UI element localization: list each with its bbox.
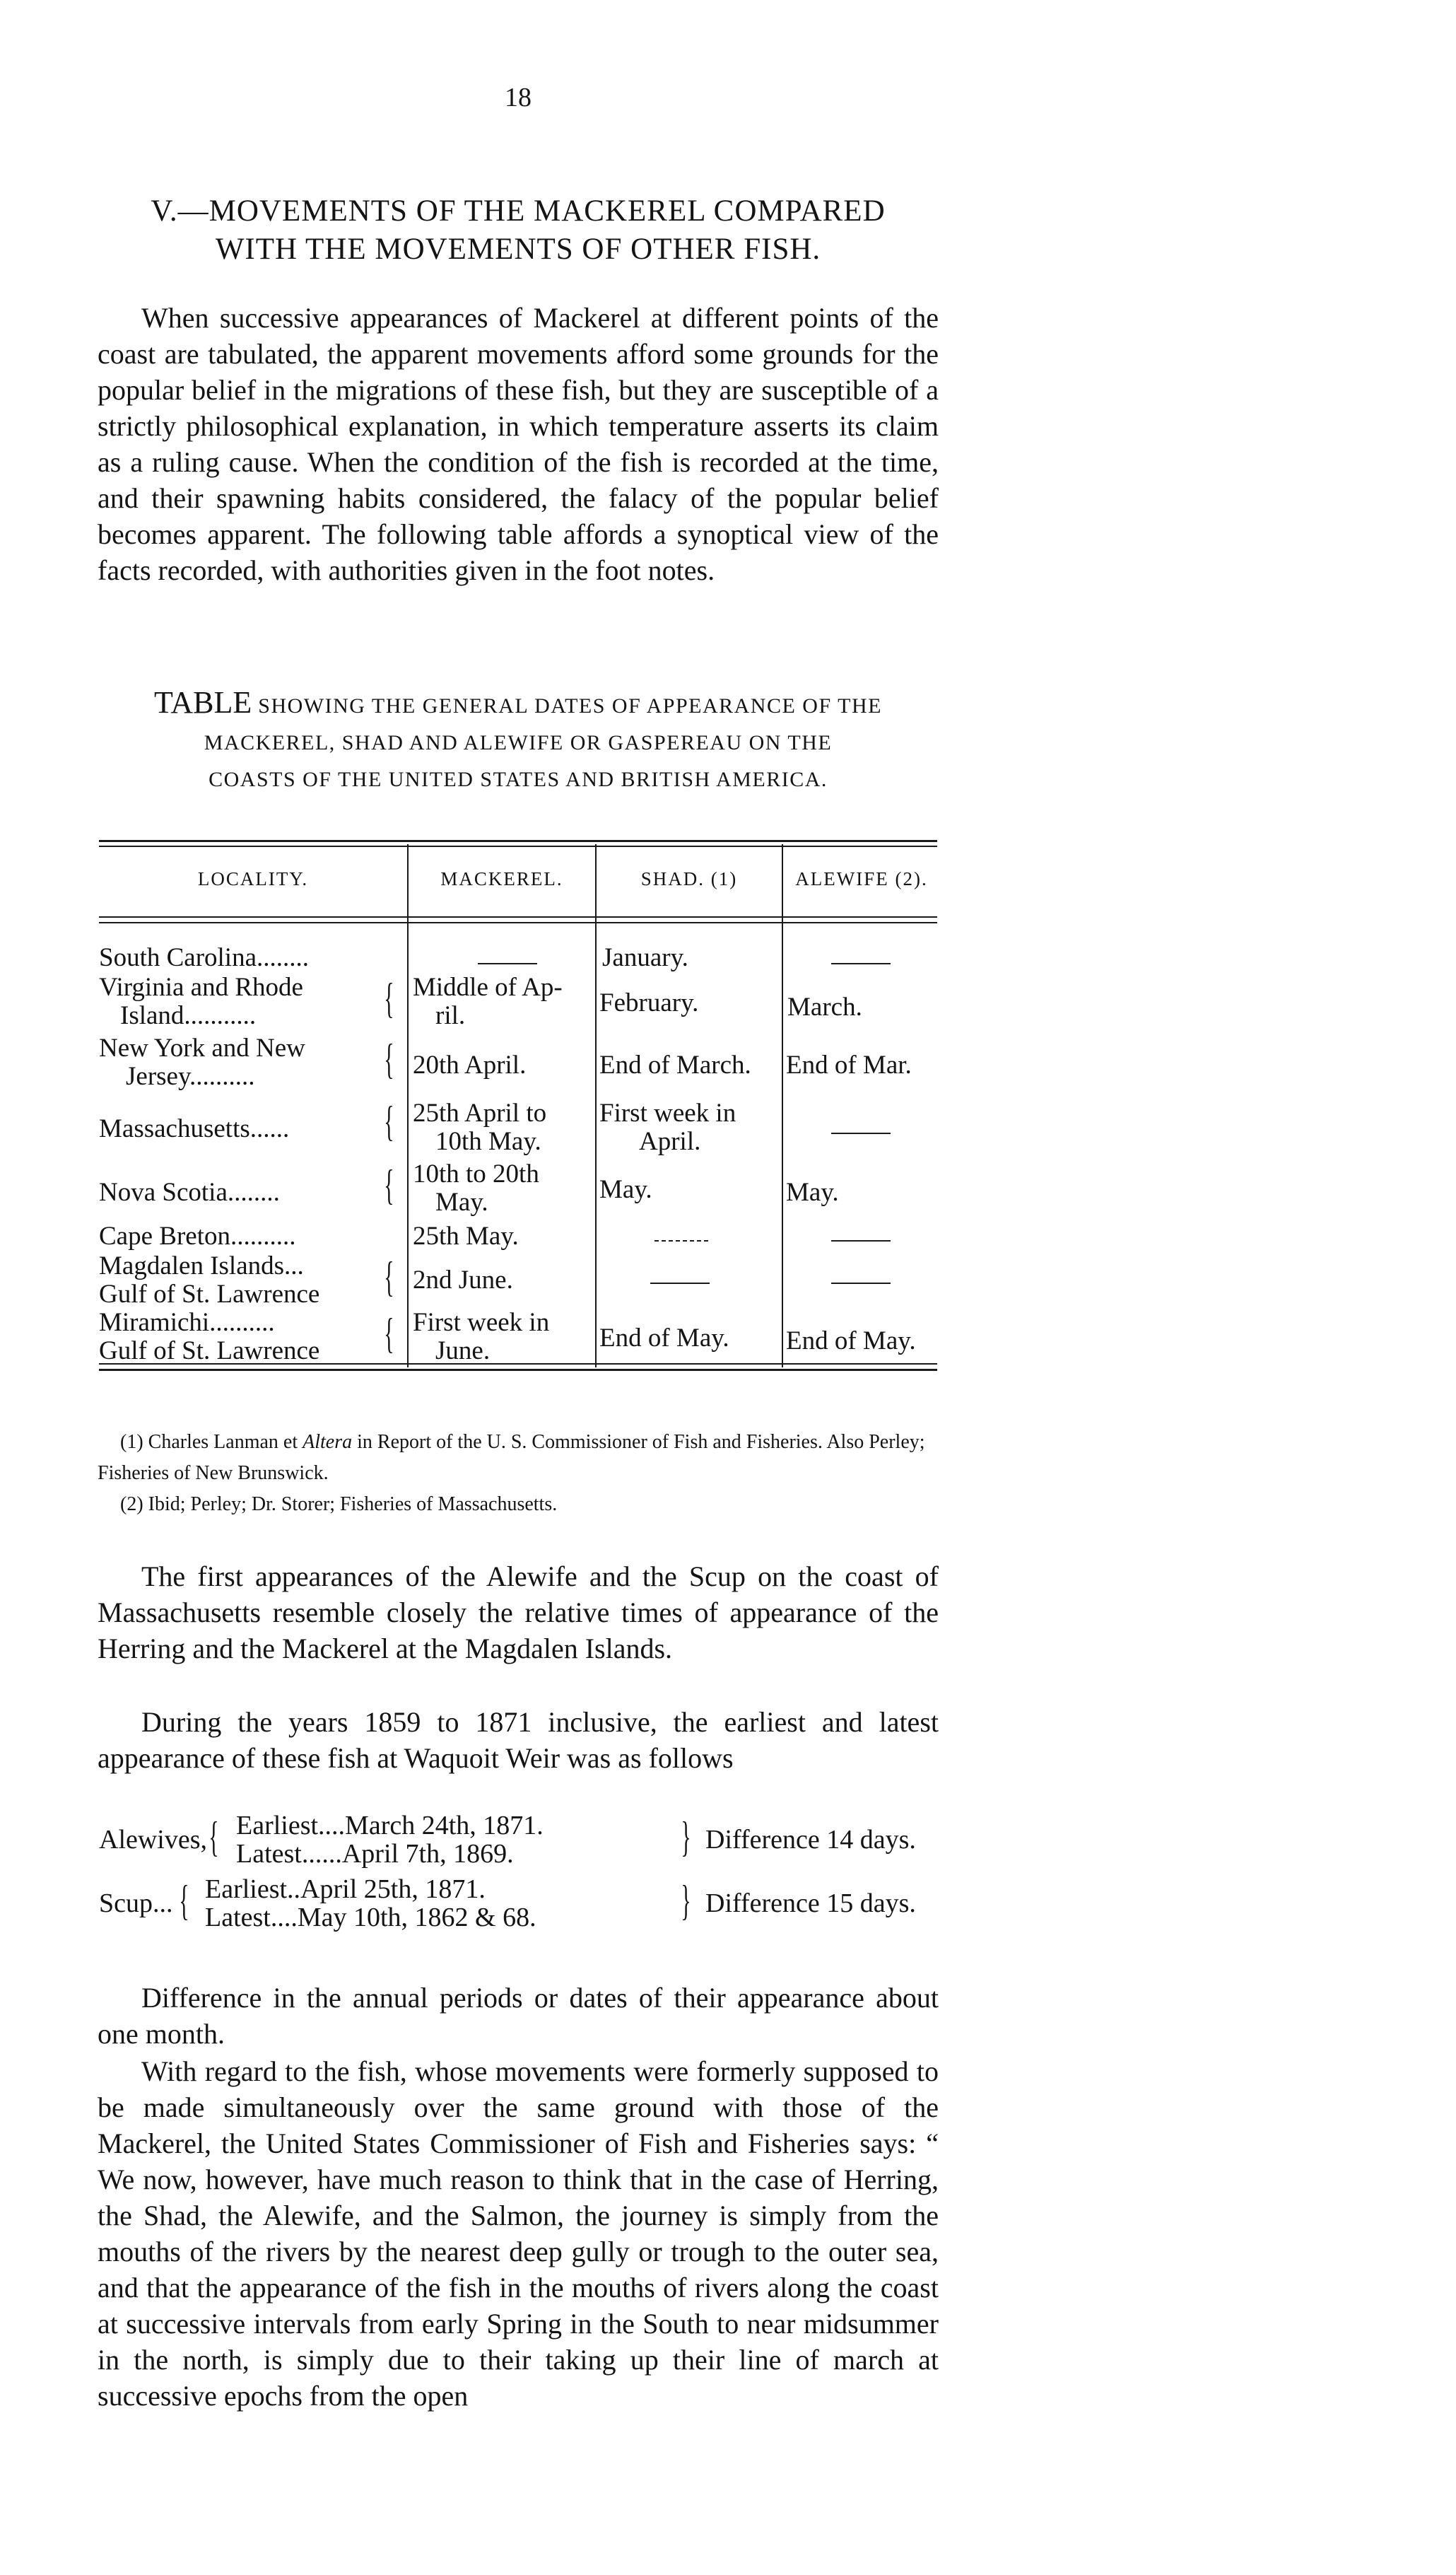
row-nova-scotia-mackerel-1: 10th to 20th xyxy=(413,1160,539,1189)
header-alewife: ALEWIFE (2). xyxy=(795,868,928,889)
body-paragraph-5-block xyxy=(98,2053,939,2414)
footnotes xyxy=(98,1427,939,1520)
footnote-1-italic: Altera xyxy=(303,1431,353,1453)
header-locality: LOCALITY. xyxy=(197,868,309,889)
row-massachusetts-shad-2: April. xyxy=(639,1127,701,1156)
table-caption-line-3: COASTS OF THE UNITED STATES AND BRITISH AMERICA. xyxy=(209,768,828,791)
table-caption-line-2: MACKEREL, SHAD AND ALEWIFE OR GASPEREAU ON THE xyxy=(204,731,833,754)
row-nova-scotia-shad: May. xyxy=(599,1175,652,1204)
row-nova-scotia-brace: { xyxy=(384,1162,394,1208)
body-paragraph-2-block xyxy=(98,1558,939,1666)
row-magdalen-mackerel: 2nd June. xyxy=(413,1266,513,1295)
row-virginia-shad: February. xyxy=(599,988,699,1017)
row-new-york-mackerel: 20th April. xyxy=(413,1051,527,1080)
row-new-york-locality-2: Jersey.......... xyxy=(126,1062,255,1091)
row-virginia-mackerel-2: ril. xyxy=(435,1001,466,1030)
footnote-1-part-a: (1) Charles Lanman et xyxy=(120,1431,298,1453)
row-virginia-mackerel-1: Middle of Ap- xyxy=(413,973,563,1002)
table-header-rule xyxy=(99,916,937,918)
scup-difference: Difference 15 days. xyxy=(705,1888,916,1918)
table-caption-word: TABLE xyxy=(154,685,252,720)
row-south-carolina-mackerel-dash xyxy=(478,963,537,964)
table-caption xyxy=(98,684,939,798)
table-header-rule-inner xyxy=(99,922,937,923)
row-miramichi-brace: { xyxy=(384,1310,394,1357)
row-magdalen-shad-dash xyxy=(650,1283,710,1284)
header-shad: SHAD. (1) xyxy=(640,868,738,889)
row-cape-breton-shad-dash xyxy=(654,1240,708,1242)
body-paragraph-3: During the years 1859 to 1871 inclusive, the earliest and latest appearance of these fish at Waquoit Weir was as follows xyxy=(98,1706,939,1774)
row-massachusetts-mackerel-1: 25th April to xyxy=(413,1099,547,1128)
row-new-york-shad: End of March. xyxy=(599,1051,751,1080)
alewives-latest: Latest......April 7th, 1869. xyxy=(236,1839,514,1869)
row-miramichi-mackerel-2: June. xyxy=(435,1336,491,1365)
table-top-rule-inner xyxy=(99,846,937,847)
table-bottom-rule xyxy=(99,1369,937,1371)
row-miramichi-locality-1: Miramichi.......... xyxy=(99,1308,275,1337)
row-nova-scotia-mackerel-2: May. xyxy=(435,1188,488,1217)
body-paragraph-4: Difference in the annual periods or dates of their appearance about one month. xyxy=(98,1982,939,2050)
row-virginia-locality-2: Island........... xyxy=(120,1001,257,1030)
alewives-difference: Difference 14 days. xyxy=(705,1825,916,1855)
scup-label: Scup... xyxy=(99,1888,173,1918)
footnote-1 xyxy=(98,1427,939,1489)
row-new-york-locality-1: New York and New xyxy=(99,1034,305,1063)
body-paragraph-3-block xyxy=(98,1704,939,1776)
footnote-2: (2) Ibid; Perley; Dr. Storer; Fisheries of Massachusetts. xyxy=(120,1493,558,1515)
scup-open-brace: { xyxy=(179,1877,189,1924)
row-miramichi-shad: End of May. xyxy=(599,1324,729,1353)
header-mackerel: MACKEREL. xyxy=(440,868,563,889)
heading-line-2: WITH THE MOVEMENTS OF OTHER FISH. xyxy=(215,233,821,266)
row-nova-scotia-locality: Nova Scotia........ xyxy=(99,1178,280,1207)
body-paragraph-4-block xyxy=(98,1980,939,2052)
row-magdalen-locality-2: Gulf of St. Lawrence xyxy=(99,1280,320,1309)
row-massachusetts-mackerel-2: 10th May. xyxy=(435,1127,541,1156)
column-divider-1 xyxy=(407,844,409,1367)
row-magdalen-locality-1: Magdalen Islands... xyxy=(99,1251,304,1280)
scup-latest: Latest....May 10th, 1862 & 68. xyxy=(205,1903,536,1932)
scup-earliest: Earliest..April 25th, 1871. xyxy=(205,1874,486,1904)
row-south-carolina-locality: South Carolina........ xyxy=(99,943,310,972)
alewives-close-brace: } xyxy=(681,1814,691,1860)
row-massachusetts-shad-1: First week in xyxy=(599,1099,736,1128)
row-miramichi-mackerel-1: First week in xyxy=(413,1308,550,1337)
intro-paragraph: When successive appearances of Mackerel at different points of the coast are tabulated, the apparent movements afford some grounds for the popular belief in the migrations of these fish, but they are susceptible of a strictly philosophical explanation, in which temperature asserts its claim as a ruling cause. When the condition of the fish is recorded at the time, and their spawning habits considered, the falacy of the popular belief becomes apparent. The following table affords a synoptical view of the facts recorded, with authorities given in the foot notes. xyxy=(98,302,939,586)
section-heading xyxy=(98,192,939,269)
body-paragraph-2: The first appearances of the Alewife and the Scup on the coast of Massachusetts resemble closely the relative times of appearance of the Herring and the Mackerel at the Magdalen Islands. xyxy=(98,1560,939,1664)
scup-close-brace: } xyxy=(681,1877,691,1924)
column-divider-2 xyxy=(595,844,597,1367)
row-virginia-locality-1: Virginia and Rhode xyxy=(99,973,303,1002)
intro-block xyxy=(98,300,939,588)
alewives-open-brace: { xyxy=(209,1814,219,1860)
row-magdalen-alewife-dash xyxy=(831,1283,891,1284)
row-new-york-brace: { xyxy=(384,1036,394,1082)
row-cape-breton-alewife-dash xyxy=(831,1240,891,1242)
column-divider-3 xyxy=(782,844,783,1367)
page-number: 18 xyxy=(505,83,532,112)
row-south-carolina-shad: January. xyxy=(602,943,688,972)
body-paragraph-5: With regard to the fish, whose movements were formerly supposed to be made simultaneously over the same ground with those of the Mackerel, the United States Commissioner of Fish and Fisheries says: “ We now, however, have much reason to think that in the case of Herring, the Shad, the Alewife, and the Salmon, the journey is simply from the mouths of the rivers by the nearest deep gully or trough to the outer sea, and that the appearance of the fish in the mouths of rivers along the coast at successive intervals from early Spring in the South to near midsummer in the north, is simply due to their taking up their line of march at successive epochs from the open xyxy=(98,2055,939,2412)
row-massachusetts-brace: { xyxy=(384,1098,394,1145)
alewives-label: Alewives, xyxy=(99,1825,208,1855)
row-massachusetts-locality: Massachusetts...... xyxy=(99,1114,290,1143)
row-new-york-alewife: End of Mar. xyxy=(786,1051,912,1080)
row-south-carolina-alewife-dash xyxy=(831,963,891,964)
row-nova-scotia-alewife: May. xyxy=(786,1178,839,1207)
row-cape-breton-mackerel: 25th May. xyxy=(413,1222,519,1251)
row-cape-breton-locality: Cape Breton.......... xyxy=(99,1222,296,1251)
row-virginia-alewife: March. xyxy=(787,993,862,1022)
alewives-earliest: Earliest....March 24th, 1871. xyxy=(236,1811,544,1840)
row-virginia-brace: { xyxy=(384,975,394,1022)
row-miramichi-alewife: End of May. xyxy=(786,1326,916,1355)
row-magdalen-brace: { xyxy=(384,1254,394,1300)
table-top-rule xyxy=(99,840,937,842)
row-miramichi-locality-2: Gulf of St. Lawrence xyxy=(99,1336,320,1365)
footnote-1-part-b: in Report of the U. S. Commissioner of Fish and Fisheries. Also Perley; Fisheries of New Brunswick. xyxy=(98,1431,925,1484)
row-massachusetts-alewife-dash xyxy=(831,1133,891,1134)
table-caption-line-1: SHOWING THE GENERAL DATES OF APPEARANCE OF THE xyxy=(258,694,882,718)
heading-line-1: V.—MOVEMENTS OF THE MACKEREL COMPARED xyxy=(151,194,886,228)
